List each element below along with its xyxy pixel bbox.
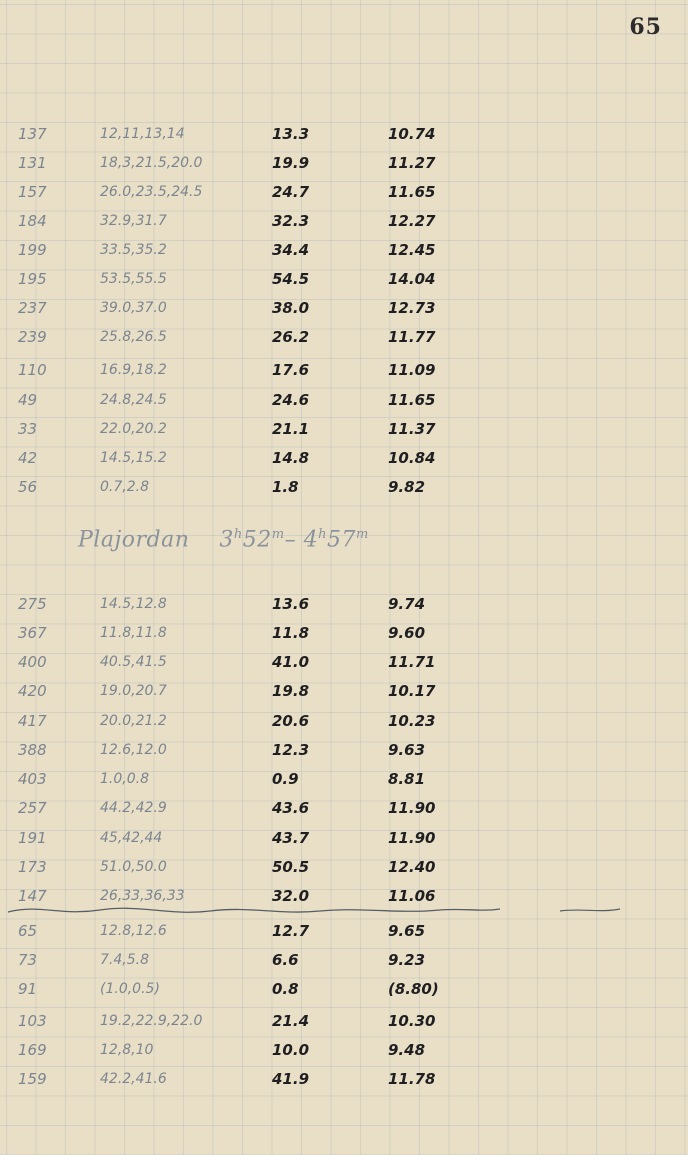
table-row [0,1008,688,1034]
sample-id: 184 [18,212,47,230]
result-value: 9.60 [388,624,426,642]
result-value: 11.90 [388,799,436,817]
readings: 25.8,26.5 [100,329,167,345]
mean-value: 21.4 [272,1012,310,1030]
mean-value: 32.3 [272,212,310,230]
sample-id: 257 [18,799,47,817]
readings: 20.0,21.2 [100,713,167,729]
table-row [0,678,688,704]
sample-id: 199 [18,241,47,259]
table-row [0,1066,688,1092]
readings: 12,11,13,14 [100,126,185,142]
readings: 26.0,23.5,24.5 [100,184,203,200]
table-row [0,620,688,646]
sample-id: 173 [18,858,47,876]
mean-value: 43.7 [272,829,310,847]
time-start-minutes: 52 [242,527,272,553]
sample-id: 367 [18,624,47,642]
result-value: 11.90 [388,829,436,847]
sample-id: 137 [18,125,47,143]
table-row [0,825,688,851]
mean-value: 12.7 [272,922,310,940]
result-value: 12.73 [388,299,436,317]
readings: 0.7,2.8 [100,479,149,495]
result-value: (8.80) [388,980,439,998]
mean-value: 24.7 [272,183,310,201]
sample-id: 159 [18,1070,47,1088]
sample-id: 237 [18,299,47,317]
table-row [0,737,688,763]
sample-id: 73 [18,951,38,969]
mean-value: 50.5 [272,858,310,876]
sample-id: 417 [18,712,47,730]
readings: 14.5,15.2 [100,450,167,466]
result-value: 12.45 [388,241,436,259]
minutes-unit: m [271,527,285,542]
readings: 33.5,35.2 [100,242,167,258]
table-row [0,976,688,1002]
hours-unit: h [318,527,327,542]
mean-value: 54.5 [272,270,310,288]
sample-id: 147 [18,887,47,905]
readings: 42.2,41.6 [100,1071,167,1087]
result-value: 10.23 [388,712,436,730]
time-range-dash: – [284,527,297,553]
table-row [0,591,688,617]
sample-id: 400 [18,653,47,671]
sample-id: 169 [18,1041,47,1059]
readings: 26,33,36,33 [100,888,185,904]
page-number: 65 [629,14,662,40]
result-value: 11.09 [388,361,436,379]
result-value: 11.27 [388,154,436,172]
sample-id: 191 [18,829,47,847]
readings: 39.0,37.0 [100,300,167,316]
readings: 14.5,12.8 [100,596,167,612]
readings: 19.2,22.9,22.0 [100,1013,203,1029]
result-value: 11.65 [388,183,436,201]
sample-id: 56 [18,478,38,496]
minutes-unit: m [355,527,369,542]
readings: 24.8,24.5 [100,392,167,408]
table-row [0,766,688,792]
table-row [0,854,688,880]
readings: 19.0,20.7 [100,683,167,699]
sample-id: 42 [18,449,38,467]
result-value: 8.81 [388,770,426,788]
wavy-divider-line [0,898,688,922]
result-value: 10.74 [388,125,436,143]
mean-value: 19.9 [272,154,310,172]
result-value: 12.40 [388,858,436,876]
result-value: 9.63 [388,741,426,759]
readings: 44.2,42.9 [100,800,167,816]
readings: 7.4,5.8 [100,952,149,968]
result-value: 10.17 [388,682,436,700]
mean-value: 1.8 [272,478,299,496]
mean-value: 38.0 [272,299,310,317]
result-value: 9.74 [388,595,426,613]
mean-value: 11.8 [272,624,310,642]
mean-value: 24.6 [272,391,310,409]
sample-id: 49 [18,391,38,409]
table-row [0,1037,688,1063]
time-end-hours: 4 [303,527,319,553]
mean-value: 0.9 [272,770,299,788]
result-value: 12.27 [388,212,436,230]
table-row [0,649,688,675]
sample-id: 131 [18,154,47,172]
mean-value: 41.9 [272,1070,310,1088]
mean-value: 19.8 [272,682,310,700]
result-value: 10.30 [388,1012,436,1030]
sample-id: 103 [18,1012,47,1030]
result-value: 11.06 [388,887,436,905]
readings: 40.5,41.5 [100,654,167,670]
sample-id: 275 [18,595,47,613]
time-start-hours: 3 [219,527,234,553]
result-value: 9.48 [388,1041,426,1059]
sample-id: 110 [18,361,47,379]
mean-value: 12.3 [272,741,310,759]
readings: 16.9,18.2 [100,362,167,378]
readings: 1.0,0.8 [100,771,149,787]
sample-id: 239 [18,328,47,346]
mean-value: 14.8 [272,449,310,467]
sample-id: 420 [18,682,47,700]
location-name: Plajordan [78,527,190,553]
readings: 11.8,11.8 [100,625,167,641]
sample-id: 91 [18,980,38,998]
mean-value: 21.1 [272,420,310,438]
result-value: 9.65 [388,922,426,940]
result-value: 9.82 [388,478,426,496]
mean-value: 41.0 [272,653,310,671]
mean-value: 0.8 [272,980,299,998]
hours-unit: h [233,527,243,542]
sample-id: 195 [18,270,47,288]
readings: 53.5,55.5 [100,271,167,287]
table-row [0,708,688,734]
sample-id: 33 [18,420,38,438]
readings: 12.6,12.0 [100,742,167,758]
sample-id: 65 [18,922,38,940]
mean-value: 10.0 [272,1041,310,1059]
mean-value: 17.6 [272,361,310,379]
table-row [0,795,688,821]
readings: 22.0,20.2 [100,421,167,437]
mean-value: 32.0 [272,887,310,905]
sample-id: 157 [18,183,47,201]
result-value: 11.78 [388,1070,436,1088]
readings: 32.9,31.7 [100,213,167,229]
table-row [0,947,688,973]
readings: 12,8,10 [100,1042,154,1058]
sample-id: 403 [18,770,47,788]
mean-value: 6.6 [272,951,299,969]
mean-value: 34.4 [272,241,310,259]
readings: 18,3,21.5,20.0 [100,155,203,171]
result-value: 11.65 [388,391,436,409]
readings: (1.0,0.5) [100,981,160,997]
readings: 51.0,50.0 [100,859,167,875]
mean-value: 13.3 [272,125,310,143]
result-value: 9.23 [388,951,426,969]
mean-value: 43.6 [272,799,310,817]
readings: 45,42,44 [100,830,163,846]
mean-value: 13.6 [272,595,310,613]
result-value: 11.37 [388,420,436,438]
mean-value: 26.2 [272,328,310,346]
time-end-minutes: 57 [326,527,356,553]
mean-value: 20.6 [272,712,310,730]
result-value: 11.77 [388,328,436,346]
result-value: 11.71 [388,653,436,671]
readings: 12.8,12.6 [100,923,167,939]
result-value: 10.84 [388,449,436,467]
result-value: 14.04 [388,270,436,288]
sample-id: 388 [18,741,47,759]
